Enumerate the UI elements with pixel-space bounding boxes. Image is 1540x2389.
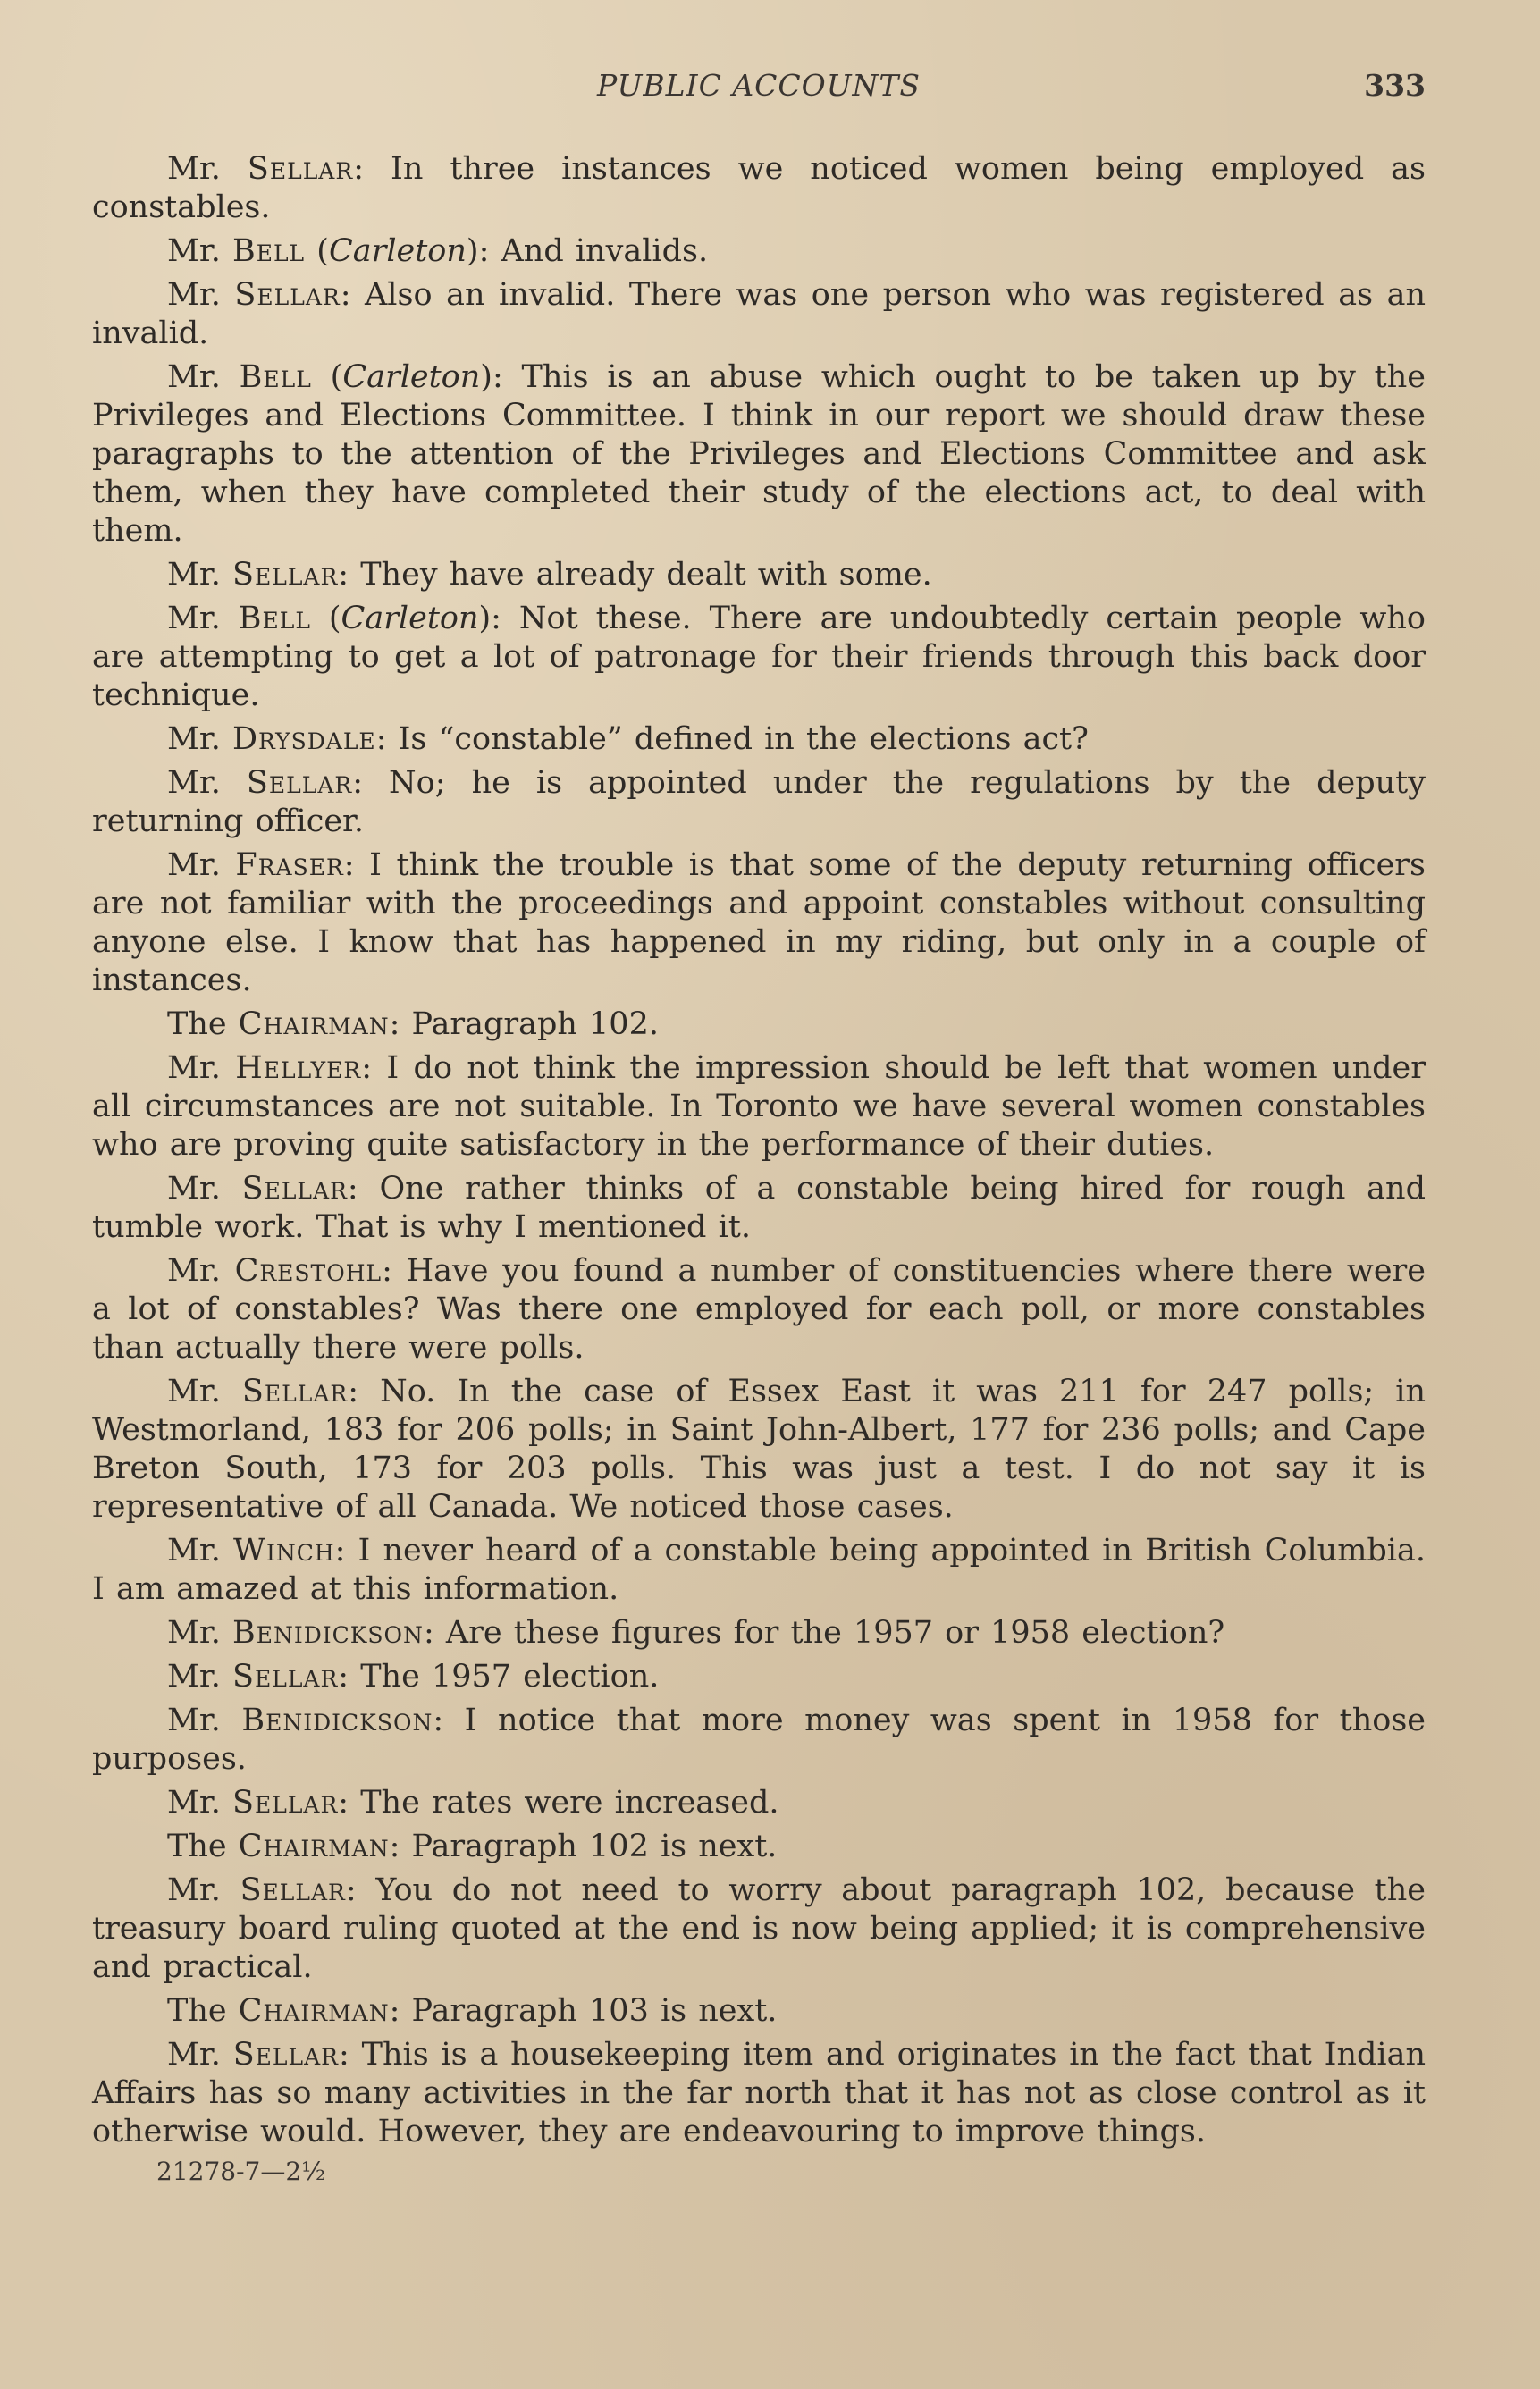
speech-paragraph bbox=[92, 1828, 1426, 1866]
speech-text: : They have already dealt with some. bbox=[338, 557, 932, 593]
speech-paragraph bbox=[92, 1532, 1426, 1609]
printer-code: 21278-7—2½ bbox=[156, 2157, 326, 2186]
speech-paragraph bbox=[92, 1049, 1426, 1165]
speech-text: : The rates were increased. bbox=[338, 1785, 779, 1821]
speech-text: : Paragraph 102 is next. bbox=[389, 1829, 778, 1864]
speaker-title: Mr. bbox=[167, 1785, 232, 1821]
speaker-title: Mr. bbox=[167, 1374, 242, 1409]
speaker-title: Mr. bbox=[167, 765, 247, 801]
speaker-name: Sellar bbox=[231, 1785, 339, 1821]
speech-paragraph: Mr. Bell (Carleton): This is an abuse which ought to be taken up by the Privileges and Elections Committee. I think in our report we should draw these paragraphs to the attention of the Privileges and Elections Committee and ask them, when they have completed their study of the elections act, to deal with them. bbox=[92, 359, 1426, 549]
speech-text: : I do not think the impression should be left that women under all circumstances are not suitable. In Toronto we have several women constables who are proving quite satisfactory in the performance of their duties. bbox=[92, 1050, 1426, 1163]
speaker-name: Sellar bbox=[240, 1872, 346, 1908]
speech-paragraph bbox=[92, 150, 1426, 227]
speech-paragraph bbox=[92, 276, 1426, 353]
speaker-title: Mr. bbox=[167, 1050, 236, 1086]
speaker-name: Chairman bbox=[238, 1006, 390, 1042]
speaker-title: Mr. bbox=[167, 1253, 235, 1289]
running-head bbox=[92, 63, 1426, 113]
speech-text: : I notice that more money was spent in 1958 for those purposes. bbox=[92, 1703, 1426, 1777]
speaker-name: Hellyer bbox=[235, 1050, 362, 1086]
speech-paragraph bbox=[92, 1614, 1426, 1653]
speaker-name: Sellar bbox=[247, 151, 354, 187]
speaker-title: Mr. bbox=[167, 151, 248, 187]
speech-paragraph bbox=[92, 1784, 1426, 1822]
speech-text: : The 1957 election. bbox=[338, 1659, 660, 1695]
speaker-title: Mr. bbox=[167, 721, 232, 757]
speech-paragraph bbox=[92, 1252, 1426, 1367]
speech-paragraph: Mr. Bell (Carleton): Not these. There are undoubtedly certain people who are attempting to get a lot of patronage for their friends through this back door technique. bbox=[92, 601, 1426, 713]
speaker-name: Bell bbox=[239, 359, 312, 395]
speech-text: : I think the trouble is that some of the deputy returning officers are not familiar with the proceedings and appoint constables without consulting anyone else. I know that has happened in my riding, but only in a couple of instances. bbox=[92, 847, 1426, 998]
speaker-name: Fraser bbox=[235, 847, 344, 883]
speaker-name: Sellar bbox=[231, 557, 339, 593]
speaker-title: Mr. bbox=[167, 1171, 242, 1207]
speaker-title: Mr. bbox=[167, 1615, 232, 1651]
speaker-constituency: Carleton bbox=[341, 601, 479, 636]
speech-text: : No; he is appointed under the regulations by the deputy returning officer. bbox=[92, 765, 1426, 839]
speech-text: : Are these figures for the 1957 or 1958 election? bbox=[423, 1615, 1225, 1651]
speech-text: : Not these. There are undoubtedly certain people who are attempting to get a lot of patronage for their friends through this back door technique. bbox=[92, 601, 1426, 713]
speech-text: : Paragraph 103 is next. bbox=[389, 1993, 778, 2029]
speaker-name: Drysdale bbox=[231, 721, 376, 757]
speech-text: : In three instances we noticed women being employed as constables. bbox=[92, 151, 1426, 225]
speech-text: : This is a housekeeping item and originates in the fact that Indian Affairs has so many activities in the far north that it has not as close control as it otherwise would. However, they are endeavouring to improve things. bbox=[92, 2037, 1426, 2149]
speaker-name: Chairman bbox=[238, 1993, 390, 2029]
speaker-name: Chairman bbox=[238, 1829, 390, 1864]
speaker-title: Mr. bbox=[167, 233, 232, 269]
speaker-title: Mr. bbox=[167, 1533, 233, 1569]
speaker-name: Sellar bbox=[246, 765, 353, 801]
speaker-name: Bell bbox=[238, 601, 311, 636]
speech-paragraph bbox=[92, 1658, 1426, 1696]
speaker-name: Sellar bbox=[234, 277, 341, 313]
speaker-title: Mr. bbox=[167, 557, 232, 593]
speech-paragraph bbox=[92, 720, 1426, 759]
speech-paragraph bbox=[92, 764, 1426, 841]
speaker-title: Mr. bbox=[167, 359, 240, 395]
speaker-name: Benidickson bbox=[231, 1615, 424, 1651]
page-number: 333 bbox=[1364, 68, 1426, 103]
speaker-title: Mr. bbox=[167, 1703, 242, 1738]
speaker-name: Benidickson bbox=[241, 1703, 433, 1738]
speaker-title: The bbox=[167, 1006, 239, 1042]
speech-paragraph bbox=[92, 1872, 1426, 1987]
speaker-title: Mr. bbox=[167, 601, 239, 636]
speech-paragraph bbox=[92, 1992, 1426, 2031]
speaker-title: Mr. bbox=[167, 277, 235, 313]
speech-text: : Is “constable” defined in the elections act? bbox=[375, 721, 1089, 757]
speech-text: : One rather thinks of a constable being hired for rough and tumble work. That is why I mentioned it. bbox=[92, 1171, 1426, 1245]
speech-paragraph bbox=[92, 556, 1426, 594]
speech-text: : Paragraph 102. bbox=[389, 1006, 659, 1042]
document-page bbox=[92, 63, 1426, 2186]
speaker-title: Mr. bbox=[167, 847, 236, 883]
speech-text: : And invalids. bbox=[478, 233, 709, 269]
speaker-name: Sellar bbox=[232, 2037, 339, 2073]
transcript-body bbox=[92, 150, 1426, 2151]
speaker-title: The bbox=[167, 1829, 239, 1864]
speaker-constituency: Carleton bbox=[328, 233, 467, 269]
speaker-title: Mr. bbox=[167, 1659, 232, 1695]
speaker-title: The bbox=[167, 1993, 239, 2029]
speech-paragraph bbox=[92, 846, 1426, 1000]
speech-paragraph bbox=[92, 2036, 1426, 2151]
speaker-name: Sellar bbox=[241, 1171, 348, 1207]
speaker-constituency: Carleton bbox=[342, 359, 481, 395]
speech-text: : You do not need to worry about paragraph 102, because the treasury board ruling quoted at the end is now being applied; it is comprehensive and practical. bbox=[92, 1872, 1426, 1985]
speaker-name: Sellar bbox=[241, 1374, 349, 1409]
speech-text: : I never heard of a constable being appointed in British Columbia. I am amazed at this information. bbox=[92, 1533, 1426, 1607]
speech-text: : Have you found a number of constituencies where there were a lot of constables? Was there one employed for each poll, or more constables than actually there were polls. bbox=[92, 1253, 1426, 1366]
speech-paragraph bbox=[92, 1170, 1426, 1247]
speech-text: : No. In the case of Essex East it was 211 for 247 polls; in Westmorland, 183 for 206 polls; in Saint John-Albert, 177 for 236 polls; and Cape Breton South, 173 for 203 polls. This was just a test. I do not say it is representative of all Canada. We noticed those cases. bbox=[92, 1374, 1426, 1525]
speech-text: : This is an abuse which ought to be taken up by the Privileges and Elections Committee. I think in our report we should draw these paragraphs to the attention of the Privileges and Elections Committee and ask them, when they have completed their study of the elections act, to deal with them. bbox=[92, 359, 1426, 549]
speech-paragraph bbox=[92, 1702, 1426, 1779]
speaker-name: Sellar bbox=[231, 1659, 339, 1695]
running-title: PUBLIC ACCOUNTS bbox=[596, 68, 921, 103]
speaker-title: Mr. bbox=[167, 2037, 233, 2073]
speaker-name: Winch bbox=[232, 1533, 335, 1569]
speech-text: : Also an invalid. There was one person who was registered as an invalid. bbox=[92, 277, 1426, 351]
speaker-name: Crestohl bbox=[234, 1253, 383, 1289]
speech-paragraph bbox=[92, 1373, 1426, 1527]
speaker-name: Bell bbox=[231, 233, 306, 269]
speech-paragraph bbox=[92, 1005, 1426, 1044]
speaker-title: Mr. bbox=[167, 1872, 240, 1908]
speech-paragraph: Mr. Bell (Carleton): And invalids. bbox=[167, 233, 709, 269]
